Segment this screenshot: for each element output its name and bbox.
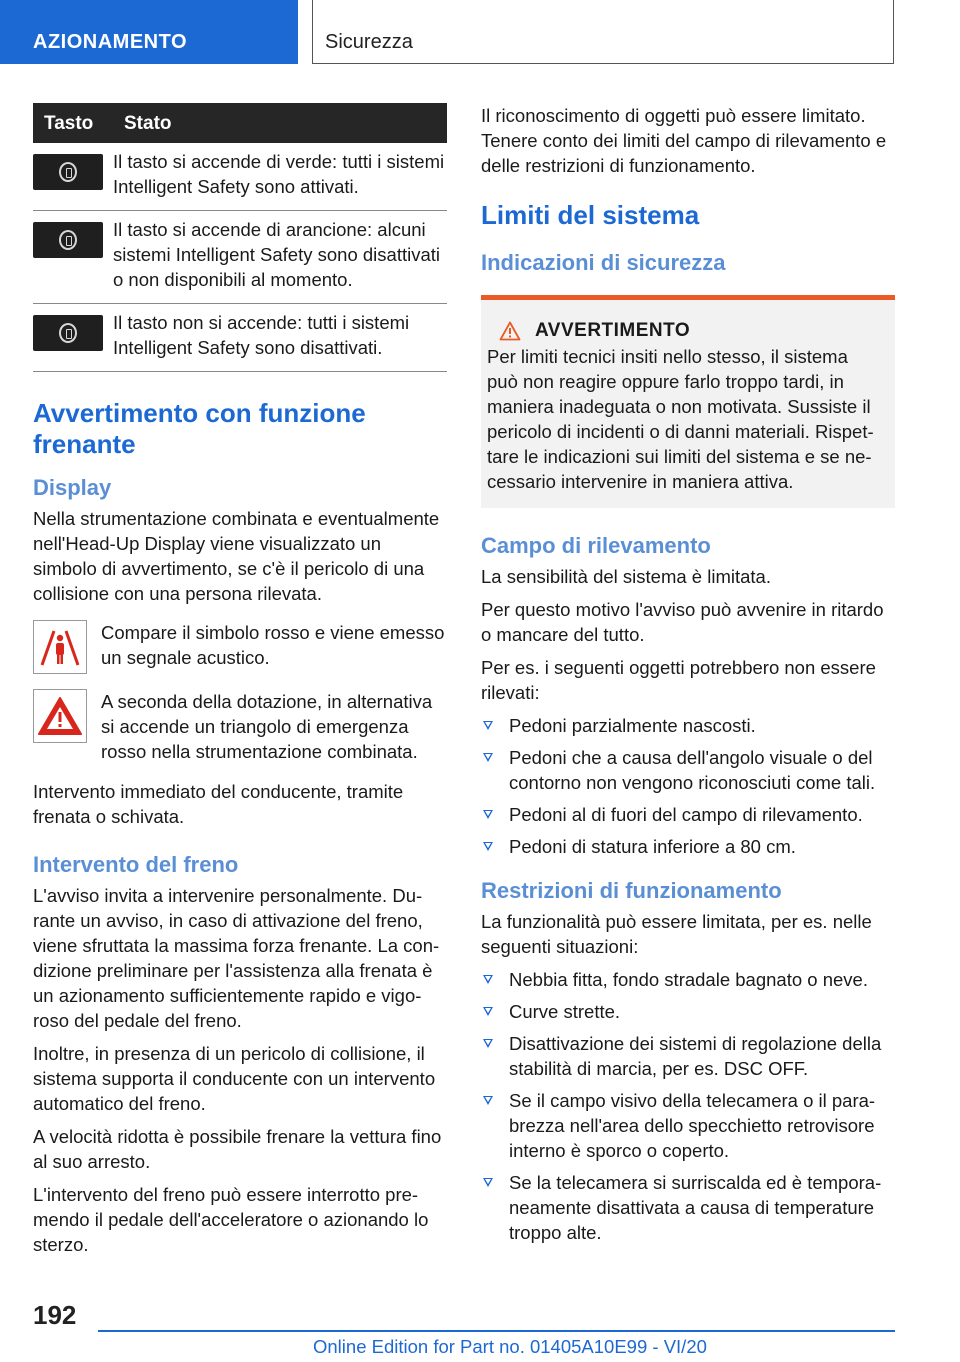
paragraph: A velocità ridotta è possibile frenare la vettura fino al suo arresto. [33, 1126, 442, 1172]
page-number: 192 [33, 1300, 77, 1330]
bullet-triangle-icon [483, 1096, 493, 1105]
bullet-triangle-icon [483, 1039, 493, 1048]
paragraph: Intervento immediato del conducente, tramite frenata o schivata. [33, 781, 404, 827]
list-item: Pedoni parzialmente nascosti. [481, 713, 895, 738]
range-list [481, 713, 895, 859]
button-status-table [33, 103, 447, 372]
paragraph: La funzionalità può essere limitata, per es. nelle seguenti situazioni: [481, 911, 872, 957]
subheading-range: Campo di rilevamento [481, 533, 711, 558]
list-item: Pedoni che a causa dell'angolo visuale o del contorno non vengono riconosciuti come tali. [481, 745, 895, 795]
paragraph: Inoltre, in presenza di un pericolo di collisione, il sistema supporta il conducente con un intervento automatico del freno. [33, 1043, 436, 1114]
section-title: Sicurezza [325, 31, 413, 53]
table-cell-state: Il tasto si accende di arancione: alcuni sistemi Intelligent Safety sono disattivati o non disponibili al momento. [113, 211, 447, 304]
intelligent-safety-button-icon [33, 154, 103, 190]
paragraph: L'avviso invita a intervenire personalmente. Durante un avviso, in caso di attivazione del freno, viene sfruttata la massima forza frenante. La condizione preliminare per l'assistenza alla frenata è un azionamento sufficientemente rapido e vigoroso del pedale del freno. [33, 885, 440, 1031]
bullet-triangle-icon [483, 975, 493, 984]
table-row [33, 211, 447, 304]
warning-header [499, 320, 883, 342]
chapter-tab [0, 0, 298, 64]
intelligent-safety-button-icon [33, 315, 103, 351]
section-tab [312, 0, 894, 64]
section-heading: Avvertimento con funzione frenante [33, 398, 366, 459]
paragraph: Per es. i seguenti oggetti potrebbero non essere rilevati: [481, 657, 876, 703]
list-item: Curve strette. [481, 999, 895, 1024]
edition-note: Online Edition for Part no. 01405A10E99 - VI/20 [313, 1336, 707, 1357]
table-row [33, 143, 447, 211]
table-header-stato: Stato [113, 103, 447, 143]
paragraph: Il riconoscimento di oggetti può essere limitato. Tenere conto dei limiti del campo di rilevamento e delle restrizioni di funzionamento. [481, 105, 887, 176]
warning-triangle-icon [33, 689, 87, 743]
chapter-title: AZIONAMENTO [33, 31, 188, 53]
paragraph: La sensibilità del sistema è limitata. [481, 566, 771, 587]
warning-text: Per limiti tecnici insiti nello stesso, il sistema può non reagire oppure farlo troppo tardi, in maniera inadeguata o non motivata. Sussiste il pericolo di incidenti o di danni materiali. Rispettare le indicazioni sui limiti del sistema e se necessario intervenire in maniera attiva. [487, 346, 874, 492]
section-heading: Limiti del sistema [481, 200, 700, 230]
table-cell-state: Il tasto non si accende: tutti i sistemi Intelligent Safety sono disattivati. [113, 304, 447, 372]
subheading-brake: Intervento del freno [33, 852, 239, 877]
warning-triangle-row [33, 689, 447, 764]
pedestrian-warning-row [33, 620, 447, 674]
warning-title: AVVERTIMENTO [535, 320, 691, 341]
bullet-triangle-icon [483, 810, 493, 819]
restrictions-list [481, 967, 895, 1245]
subheading-display: Display [33, 475, 112, 500]
paragraph: L'intervento del freno può essere interrotto premendo il pedale dell'acceleratore o azionando lo sterzo. [33, 1184, 429, 1255]
bullet-triangle-icon [483, 1178, 493, 1187]
footer-divider [98, 1330, 895, 1332]
list-item: Disattivazione dei sistemi di regolazione della stabilità di marcia, per es. DSC OFF. [481, 1031, 895, 1081]
intelligent-safety-button-icon [33, 222, 103, 258]
pedestrian-warning-icon [33, 620, 87, 674]
warning-box [481, 295, 895, 508]
list-item: Pedoni al di fuori del campo di rilevamento. [481, 802, 895, 827]
bullet-triangle-icon [483, 753, 493, 762]
left-column [33, 103, 447, 1265]
paragraph: Per questo motivo l'avviso può avvenire in ritardo o mancare del tutto. [481, 599, 884, 645]
table-row [33, 304, 447, 372]
paragraph: Nella strumentazione combinata e eventualmente nell'Head-Up Display viene visualizzato un simbolo di avvertimento, se c'è il pericolo di una collisione con una persona rilevata. [33, 508, 440, 604]
bullet-triangle-icon [483, 721, 493, 730]
warning-icon [499, 321, 521, 341]
table-cell-state: Il tasto si accende di verde: tutti i sistemi Intelligent Safety sono attivati. [113, 143, 447, 211]
table-header-tasto: Tasto [33, 103, 113, 143]
list-item: Se la telecamera si surriscalda ed è temporaneamente disattivata a causa di temperature troppo alte. [481, 1170, 895, 1245]
subheading-restrictions: Restrizioni di funzionamento [481, 878, 782, 903]
subheading-safety: Indicazioni di sicurezza [481, 250, 726, 275]
list-item: Pedoni di statura inferiore a 80 cm. [481, 834, 895, 859]
right-column [481, 103, 895, 1255]
list-item: Se il campo visivo della telecamera o il parabrezza nell'area dello specchietto retrovisore interno è sporco o coperto. [481, 1088, 895, 1163]
bullet-triangle-icon [483, 1007, 493, 1016]
bullet-triangle-icon [483, 842, 493, 851]
list-item: Nebbia fitta, fondo stradale bagnato o neve. [481, 967, 895, 992]
icon-description: Compare il simbolo rosso e viene emesso un segnale acustico. [101, 622, 445, 668]
icon-description: A seconda della dotazione, in alternativa si accende un triangolo di emergenza rosso nella strumentazione combinata. [101, 691, 433, 762]
